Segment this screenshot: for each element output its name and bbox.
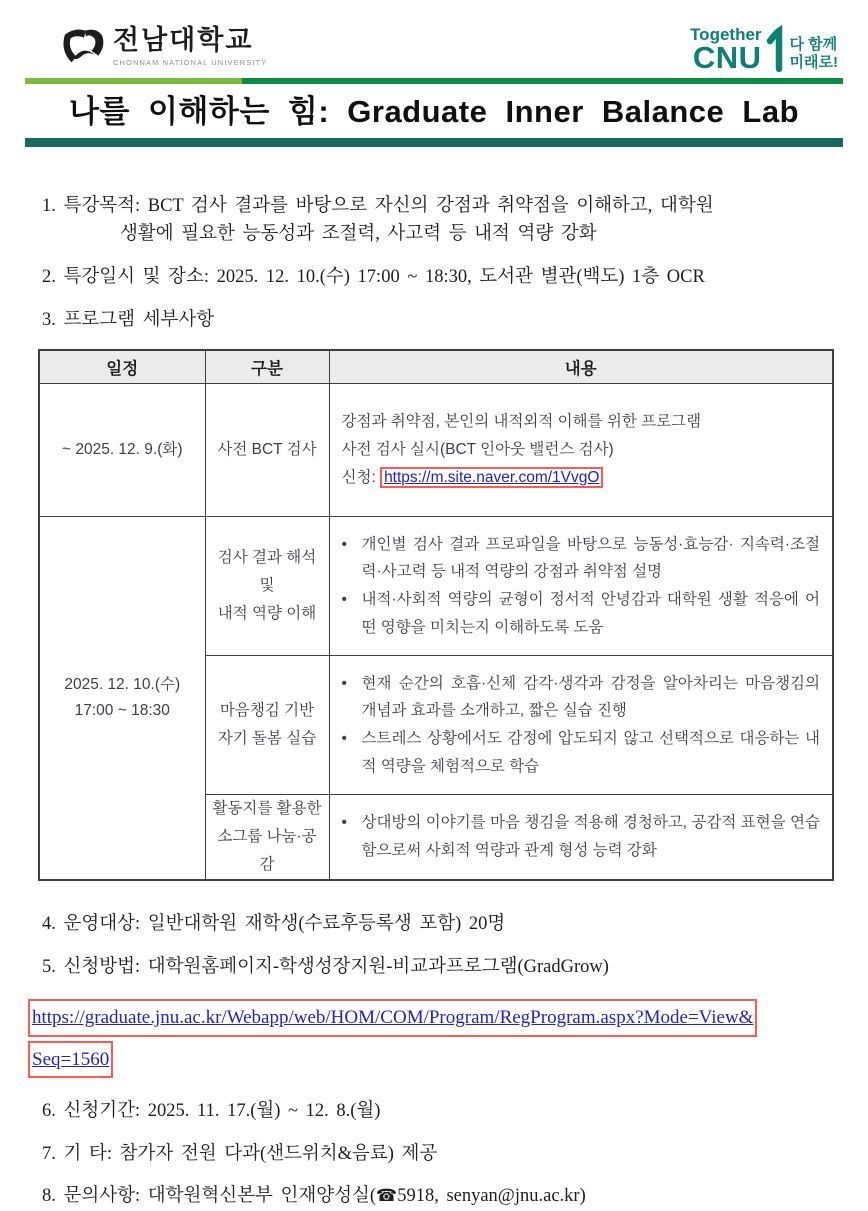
pretest-content-line3 — [342, 464, 821, 492]
interpretation-category-line2: 내적 역량 이해 — [217, 605, 317, 623]
interpretation-category — [205, 517, 329, 656]
item-contact-suffix: 5918, senyan@jnu.ac.kr) — [397, 1186, 586, 1207]
university-names — [113, 26, 267, 67]
cnu-tagline — [790, 36, 838, 72]
table-row-pretest — [39, 384, 833, 517]
cnu-together-label: Together — [690, 25, 762, 44]
workshop-schedule-time: 17:00 ~ 18:30 — [74, 702, 170, 720]
pretest-schedule: ~ 2025. 12. 9.(화) — [39, 384, 205, 517]
mindfulness-category-line2: 자기 돌봄 실습 — [217, 730, 317, 748]
item-purpose-line2: 생활에 필요한 능동성과 조절력, 사고력 등 내적 역량 강화 — [120, 224, 597, 245]
bullet-icon: • — [341, 674, 347, 692]
cnu-tagline-line2: 미래로! — [789, 54, 838, 71]
cnu-tagline-line1: 다 함께 — [789, 36, 838, 53]
list-item: • 상대방의 이야기를 마음 챙김을 적용해 경청하고, 공감적 표현을 연습함으로써 사회적 역량과 관계 형성 능력 강화 — [342, 809, 821, 865]
cnu-wordmark — [690, 25, 762, 75]
list-item: • 현재 순간의 호흡·신체 감각·생각과 감정을 알아차리는 마음챙김의 개념과 효과를 소개하고, 짧은 실습 진행 — [342, 670, 821, 726]
cnu-slogan-logo — [690, 25, 838, 75]
item-apply-period: 6. 신청기간: 2025. 11. 17.(월) ~ 12. 8.(월) — [42, 1100, 381, 1121]
header-category: 구분 — [205, 350, 329, 384]
item-contact-prefix: 8. 문의사항: 대학원혁신본부 인재양성실( — [42, 1186, 376, 1207]
header-divider-rule — [25, 78, 843, 84]
header-schedule: 일정 — [39, 350, 205, 384]
item-program-details-heading: 3. 프로그램 세부사항 — [42, 309, 215, 330]
item-datetime-place: 2. 특강일시 및 장소: 2025. 12. 10.(수) 17:00 ~ 18:30, 도서관 별관(백도) 1층 OCR — [42, 266, 705, 287]
interpretation-content — [329, 517, 833, 656]
interpretation-category-line1: 검사 결과 해석 및 — [217, 549, 317, 595]
application-url-line1[interactable]: https://graduate.jnu.ac.kr/Webapp/web/HOM/COM/Program/RegProgram.aspx?Mode=View& — [28, 999, 757, 1036]
cnu-acronym: CNU — [692, 40, 762, 75]
item-etc: 7. 기 타: 참가자 전원 다과(샌드위치&음료) 제공 — [42, 1143, 438, 1164]
bullet-icon: • — [341, 730, 347, 748]
item-contact — [42, 1183, 838, 1211]
list-item: • 개인별 검사 결과 프로파일을 바탕으로 능동성·효능감· 지속력·조절력·사고력 등 내적 역량의 강점과 취약점 설명 — [342, 531, 821, 587]
group-sharing-content — [329, 795, 833, 880]
bullet-icon: • — [341, 535, 347, 553]
title-underline-rule — [25, 138, 843, 147]
info-list-top — [0, 147, 868, 334]
mindfulness-category — [205, 656, 329, 795]
mindfulness-content — [329, 656, 833, 795]
cnu-one-swoosh-icon — [768, 28, 784, 72]
university-emblem-icon — [62, 26, 104, 68]
info-list-bottom — [0, 881, 868, 982]
application-url-block — [28, 999, 838, 1082]
university-name-en: CHONNAM NATIONAL UNIVERSITY — [113, 57, 268, 67]
mindfulness-category-line1: 마음챙김 기반 — [219, 702, 315, 720]
table-row-interpretation — [39, 517, 833, 656]
naver-survey-link[interactable]: https://m.site.naver.com/1VvgO — [380, 467, 603, 488]
page-header — [0, 0, 868, 74]
item-target: 4. 운영대상: 일반대학원 재학생(수료후등록생 포함) 20명 — [42, 913, 506, 934]
bullet-icon: • — [341, 591, 347, 609]
info-list-footer — [0, 1082, 868, 1211]
item-purpose-line1: 1. 특강목적: BCT 검사 결과를 바탕으로 자신의 강점과 취약점을 이해하고, 대학원 — [42, 196, 714, 217]
phone-icon: ☎ — [376, 1186, 398, 1207]
group-sharing-category-line1: 활동지를 활용한 — [212, 800, 322, 818]
apply-label: 신청: — [341, 469, 381, 487]
pretest-content — [329, 384, 833, 517]
group-sharing-category — [205, 795, 329, 880]
pretest-content-line1: 강점과 취약점, 본인의 내적외적 이해를 위한 프로그램 — [341, 413, 702, 431]
header-content: 내용 — [329, 350, 833, 384]
page-title: 나를 이해하는 힘: Graduate Inner Balance Lab — [68, 94, 800, 129]
program-schedule-table — [38, 349, 834, 881]
item-purpose — [42, 193, 838, 249]
pretest-content-line2: 사전 검사 실시(BCT 인아웃 밸런스 검사) — [341, 441, 614, 459]
item-apply-method: 5. 신청방법: 대학원홈페이지-학생성장지원-비교과프로그램(GradGrow) — [42, 956, 609, 977]
pretest-category: 사전 BCT 검사 — [205, 384, 329, 517]
table-header-row — [39, 350, 833, 384]
list-item: • 스트레스 상황에서도 감정에 압도되지 않고 선택적으로 대응하는 내적 역량을 체험적으로 학습 — [342, 725, 821, 781]
workshop-schedule-date: 2025. 12. 10.(수) — [64, 675, 181, 693]
university-logo — [62, 26, 267, 68]
group-sharing-category-line2: 소그룹 나눔·공감 — [217, 828, 317, 874]
bullet-icon: • — [341, 814, 347, 832]
application-url-line2[interactable]: Seq=1560 — [28, 1041, 113, 1078]
university-name-ko: 전남대학교 — [113, 25, 254, 55]
workshop-schedule — [39, 517, 205, 880]
list-item: • 내적·사회적 역량의 균형이 정서적 안녕감과 대학원 생활 적응에 어떤 영향을 미치는지 이해하도록 도움 — [342, 586, 821, 642]
